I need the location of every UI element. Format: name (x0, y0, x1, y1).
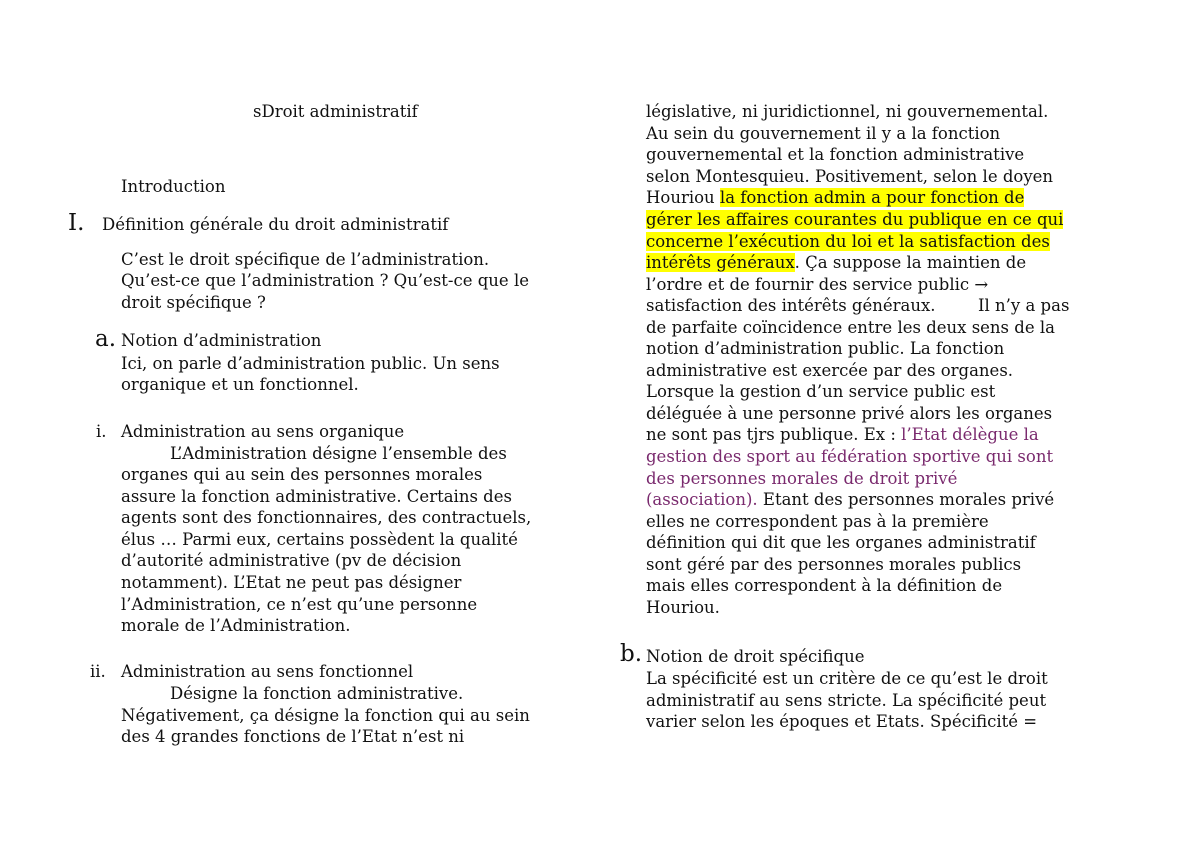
section-1-heading: Définition générale du droit administratif (102, 215, 449, 234)
intro-heading: Introduction (121, 177, 226, 196)
example-text: (association). (646, 490, 758, 509)
sub-b-letter: b. (620, 641, 643, 667)
sub-ii-heading: Administration au sens fonctionnel (121, 662, 414, 681)
highlighted-definition: concerne l’exécution du loi et la satisfaction des (646, 232, 1050, 251)
sub-i-numeral: i. (96, 422, 107, 441)
example-text: l’Etat délègue la (901, 425, 1039, 444)
highlighted-definition: intérêts généraux (646, 253, 795, 272)
example-text: gestion des sport au fédération sportive qui sont (646, 447, 1054, 466)
sub-i-heading: Administration au sens organique (121, 422, 405, 441)
sub-a-heading: Notion d’administration (121, 331, 322, 350)
highlighted-definition: la fonction admin a pour fonction de (719, 188, 1025, 207)
document-title: sDroit administratif (253, 102, 418, 121)
sub-a-letter: a. (95, 326, 117, 352)
section-1-numeral: I. (68, 210, 85, 236)
sub-b-heading: Notion de droit spécifique (646, 647, 865, 666)
highlighted-definition: gérer les affaires courantes du publique en ce qui (646, 210, 1064, 229)
sub-ii-numeral: ii. (90, 662, 106, 681)
example-text: des personnes morales de droit privé (646, 469, 958, 488)
